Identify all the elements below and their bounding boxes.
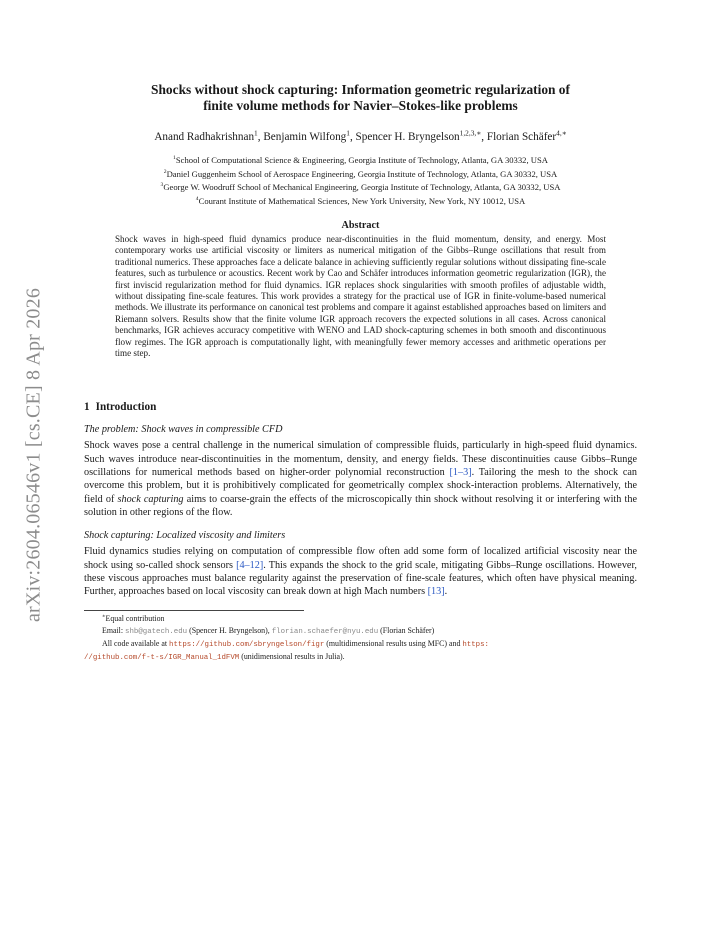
affiliation bbox=[84, 181, 637, 195]
paragraph-text: . This expands the shock to the grid scale, mitigating Gibbs–Runge oscillations. However, these viscous approaches must balance regularity against the preservation of fine-scale features, which often have physical meaning. Further, approaches based on local viscosity can break down at high Mach numbers bbox=[84, 559, 637, 598]
arxiv-identifier-stamp: arXiv:2604.06546v1 [cs.CE] 8 Apr 2026 bbox=[22, 287, 45, 623]
affiliation bbox=[84, 168, 637, 182]
url-link[interactable]: //github.com/f-t-s/IGR_Manual_1dFVM bbox=[84, 653, 240, 662]
footnote-code bbox=[84, 638, 637, 651]
section-number: 1 bbox=[84, 401, 90, 414]
footnote-code-continued bbox=[84, 651, 637, 664]
footnote-text: Equal contribution bbox=[105, 614, 165, 624]
footnote-text: (Florian Schäfer) bbox=[378, 625, 435, 635]
body-paragraph bbox=[84, 545, 637, 598]
paper-title bbox=[84, 82, 637, 114]
paragraph-text: Fluid dynamics studies relying on computation of compressible flow often add some form of localized artificial viscosity near the shock using so-called shock sensors bbox=[84, 546, 637, 571]
section-heading-introduction bbox=[84, 401, 637, 413]
paper-page bbox=[84, 82, 637, 664]
footnote-text: All code available at bbox=[102, 638, 170, 648]
author-affiliation-marker: 4,∗ bbox=[556, 128, 567, 138]
affiliation-marker: 4 bbox=[195, 195, 199, 202]
affiliation-list bbox=[84, 154, 637, 208]
affiliation-text: Courant Institute of Mathematical Sciences, New York University, New York, NY 10012, USA bbox=[198, 195, 526, 206]
title-line-2: finite volume methods for Navier–Stokes-like problems bbox=[203, 98, 518, 113]
email-link[interactable]: shb@gatech.edu bbox=[125, 627, 188, 636]
affiliation bbox=[84, 154, 637, 168]
author-affiliation-marker: 1,2,3,∗ bbox=[459, 128, 482, 138]
citation-link[interactable]: [4–12] bbox=[236, 559, 264, 571]
paragraph-text: Shock waves pose a central challenge in the numerical simulation of compressible fluids, particularly in high-speed fluid dynamics. Such waves introduce near-discontinuities in the momentum, density, and energy fields. These discontinuities cause Gibbs–Runge oscillations for numerical methods based on higher-order polynomial reconstruction bbox=[84, 440, 637, 479]
affiliation-text: Daniel Guggenheim School of Aerospace Engineering, Georgia Institute of Technology, Atlanta, GA 30332, USA bbox=[166, 168, 558, 179]
citation-link[interactable]: [13] bbox=[427, 586, 445, 598]
author-affiliation-marker: 1 bbox=[346, 128, 350, 138]
footnote-marker: ∗ bbox=[102, 613, 106, 620]
footnote-equal-contribution bbox=[84, 613, 637, 624]
affiliation-text: George W. Woodruff School of Mechanical Engineering, Georgia Institute of Technology, Atlanta, GA 30332, USA bbox=[163, 182, 561, 192]
body-paragraph bbox=[84, 439, 637, 519]
footnote-text: (unidimensional results in Julia). bbox=[239, 651, 345, 661]
footnotes bbox=[84, 613, 637, 663]
author-separator: , bbox=[349, 131, 356, 143]
paragraph-heading: Shock capturing: Localized viscosity and limiters bbox=[84, 530, 286, 542]
author-list bbox=[84, 128, 637, 143]
author-separator: , bbox=[481, 131, 487, 143]
section-title: Introduction bbox=[95, 401, 157, 414]
footnote-text: Email: bbox=[102, 625, 126, 635]
affiliation-marker: 3 bbox=[160, 182, 164, 189]
author-name: Anand Radhakrishnan bbox=[154, 131, 255, 143]
paragraph-heading: The problem: Shock waves in compressible CFD bbox=[84, 424, 283, 436]
author-name: Spencer H. Bryngelson bbox=[355, 131, 460, 143]
paragraph-text: . Tailoring the mesh to the shock can overcome this problem, but it is prohibitively complicated for geometrically complex shock-interaction problems. Alternatively, the field of bbox=[84, 467, 637, 505]
abstract-body: Shock waves in high-speed fluid dynamics produce near-discontinuities in the fluid momentum, density, and energy. Most contemporary works use artificial viscosity or limiters as numerical mitigation of the Gibbs–Runge oscillations that result from traditional numerics. These approaches face a delicate balance in achieving sufficiently regular solutions without dissipating fine-scale features, such as turbulence or acoustics. Recent work by Cao and Schäfer introduces information geometric regularization (IGR), the first inviscid regularization method for fluid dynamics. IGR replaces shock singularities with smooth profiles of adjustable width, without dissipating fine-scale features. This work provides a strategy for the practical use of IGR in finite-volume-based numerical methods. We illustrate its performance on canonical test problems and compare it against established approaches based on limiters and Riemann solvers. Results show that the finite volume IGR approach recovers the expected solutions in all cases. Across canonical benchmarks, IGR achieves accuracy competitive with WENO and LAD shock-capturing schemes in both smooth and discontinuous flow regimes. The IGR approach is computationally light, with meaningfully fewer memory accesses and arithmetic operations per time step. bbox=[115, 234, 606, 359]
emphasized-term: shock capturing bbox=[117, 493, 184, 505]
footnote-divider bbox=[84, 610, 304, 611]
abstract-heading: Abstract bbox=[341, 220, 380, 231]
citation-link[interactable]: [1–3] bbox=[449, 467, 472, 479]
author-name: Florian Schäfer bbox=[486, 131, 557, 143]
url-link[interactable]: https://github.com/sbryngelson/figr bbox=[169, 640, 325, 649]
paragraph-text: aims to coarse-grain the effects of the microscopically thin shock without resolving it or interfering with the solution in other regions of the flow. bbox=[84, 493, 637, 518]
affiliation-text: School of Computational Science & Engineering, Georgia Institute of Technology, Atlanta, GA 30332, USA bbox=[175, 155, 548, 165]
footnote-text: (multidimensional results using MFC) and bbox=[324, 638, 463, 648]
author-name: Benjamin Wilfong bbox=[263, 131, 347, 143]
email-link[interactable]: florian.schaefer@nyu.edu bbox=[271, 627, 379, 636]
title-line-1: Shocks without shock capturing: Information geometric regularization of bbox=[151, 82, 570, 97]
footnote-text: (Spencer H. Bryngelson), bbox=[187, 625, 272, 635]
affiliation-marker: 1 bbox=[173, 155, 176, 162]
author-separator: , bbox=[257, 131, 264, 143]
author-affiliation-marker: 1 bbox=[254, 128, 258, 138]
footnote-email bbox=[84, 625, 637, 638]
affiliation-marker: 2 bbox=[163, 168, 167, 175]
paragraph-text: . bbox=[444, 586, 448, 598]
affiliation bbox=[84, 195, 637, 209]
url-link[interactable]: https: bbox=[462, 640, 489, 649]
